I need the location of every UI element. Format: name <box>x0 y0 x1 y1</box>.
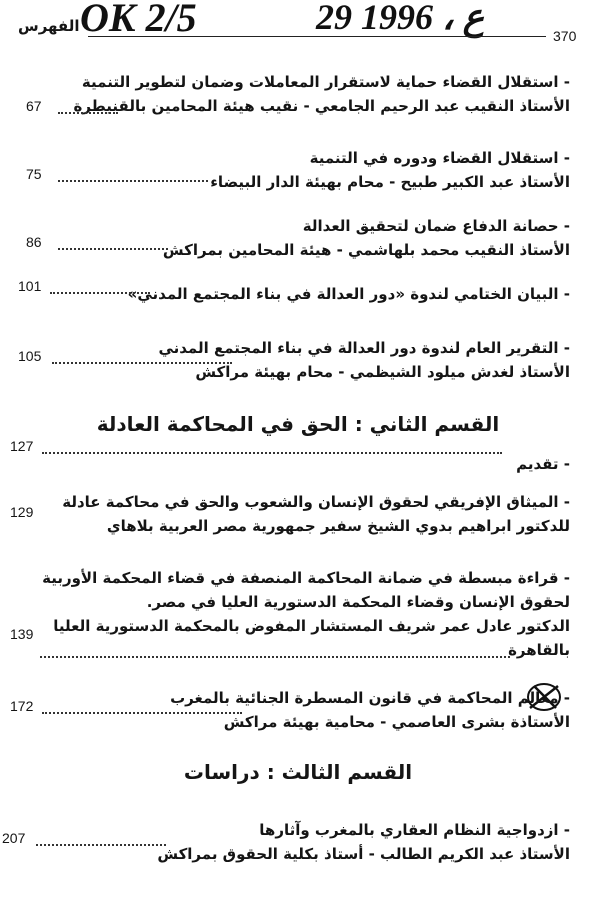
header-rule <box>88 36 546 37</box>
entry-title: - قراءة مبسطة في ضمانة المحاكمة المنصفة في قضاء المحكمة الأوربية <box>42 569 570 587</box>
entry-title: - معالم المحاكمة في قانون المسطرة الجنائية بالمغرب <box>170 689 570 707</box>
entry-author: الأستاذ النقيب عبد الرحيم الجامعي - نقيب هيئة المحامين بالقنيطرة <box>73 97 570 115</box>
entry-title: - ازدواجية النظام العقاري بالمغرب وآثارها <box>259 821 570 839</box>
running-title: الفهرس <box>18 17 80 35</box>
entry-page-number: 139 <box>10 626 34 642</box>
entry-author: الأستاذ لغدش ميلود الشيظمي - محام بهيئة مراكش <box>195 363 570 381</box>
leader-dots <box>58 178 208 182</box>
entry-title: - الميثاق الإفريقي لحقوق الإنسان والشعوب والحق في محاكمة عادلة <box>62 493 570 511</box>
entry-page-number: 67 <box>26 98 42 114</box>
entry-title: - البيان الختامي لندوة «دور العدالة في بناء المجتمع المدني» <box>127 285 570 303</box>
entry-page-number: 172 <box>10 698 34 714</box>
handwritten-date-note: 29 ع ، 1996 <box>316 0 485 37</box>
entry-author: الأستاذة بشرى العاصمي - محامية بهيئة مراكش <box>223 713 570 731</box>
entry-author: الأستاذ النقيب محمد بلهاشمي - هيئة المحامين بمراكش <box>162 241 570 259</box>
entry-author-cont: بالقاهرة <box>508 641 570 659</box>
leader-dots <box>42 710 242 714</box>
entry-author: الأستاذ عبد الكبير طبيح - محام بهيئة الدار البيضاء <box>210 173 570 191</box>
entry-title: - تقديم <box>516 455 570 473</box>
entry-page-number: 129 <box>10 504 34 520</box>
page-header <box>0 0 596 60</box>
section-heading: القسم الثالث : دراسات <box>183 760 413 784</box>
leader-dots <box>40 654 510 658</box>
page-number: 370 <box>553 28 577 44</box>
leader-dots <box>58 246 168 250</box>
entry-author: للدكتور ابراهيم بدوي الشيخ سفير جمهورية مصر العربية بلاهاي <box>106 517 570 535</box>
leader-dots <box>42 450 502 454</box>
entry-title: - التقرير العام لندوة دور العدالة في بناء المجتمع المدني <box>158 339 570 357</box>
entry-author: الأستاذ عبد الكريم الطالب - أستاذ بكلية الحقوق بمراكش <box>157 845 570 863</box>
leader-dots <box>36 842 166 846</box>
entry-author: الدكتور عادل عمر شريف المستشار المفوض بالمحكمة الدستورية العليا <box>53 617 570 635</box>
leader-dots <box>50 290 150 294</box>
entry-page-number: 127 <box>10 438 34 454</box>
entry-page-number: 207 <box>2 830 26 846</box>
leader-dots <box>58 110 118 114</box>
handwritten-ok-note: OK 2/5 <box>80 0 197 40</box>
entry-page-number: 101 <box>18 278 42 294</box>
entry-title: - استقلال القضاء ودوره في التنمية <box>309 149 570 167</box>
leader-dots <box>52 360 232 364</box>
entry-page-number: 75 <box>26 166 42 182</box>
entry-page-number: 105 <box>18 348 42 364</box>
section-heading: القسم الثاني : الحق في المحاكمة العادلة <box>96 412 500 436</box>
entry-title: - حصانة الدفاع ضمان لتحقيق العدالة <box>302 217 570 235</box>
entry-line: لحقوق الإنسان وقضاء المحكمة الدستورية العليا في مصر. <box>146 593 570 611</box>
entry-page-number: 86 <box>26 234 42 250</box>
entry-title: - استقلال القضاء حماية لاستقرار المعاملات وضمان لتطوير التنمية <box>81 73 570 91</box>
